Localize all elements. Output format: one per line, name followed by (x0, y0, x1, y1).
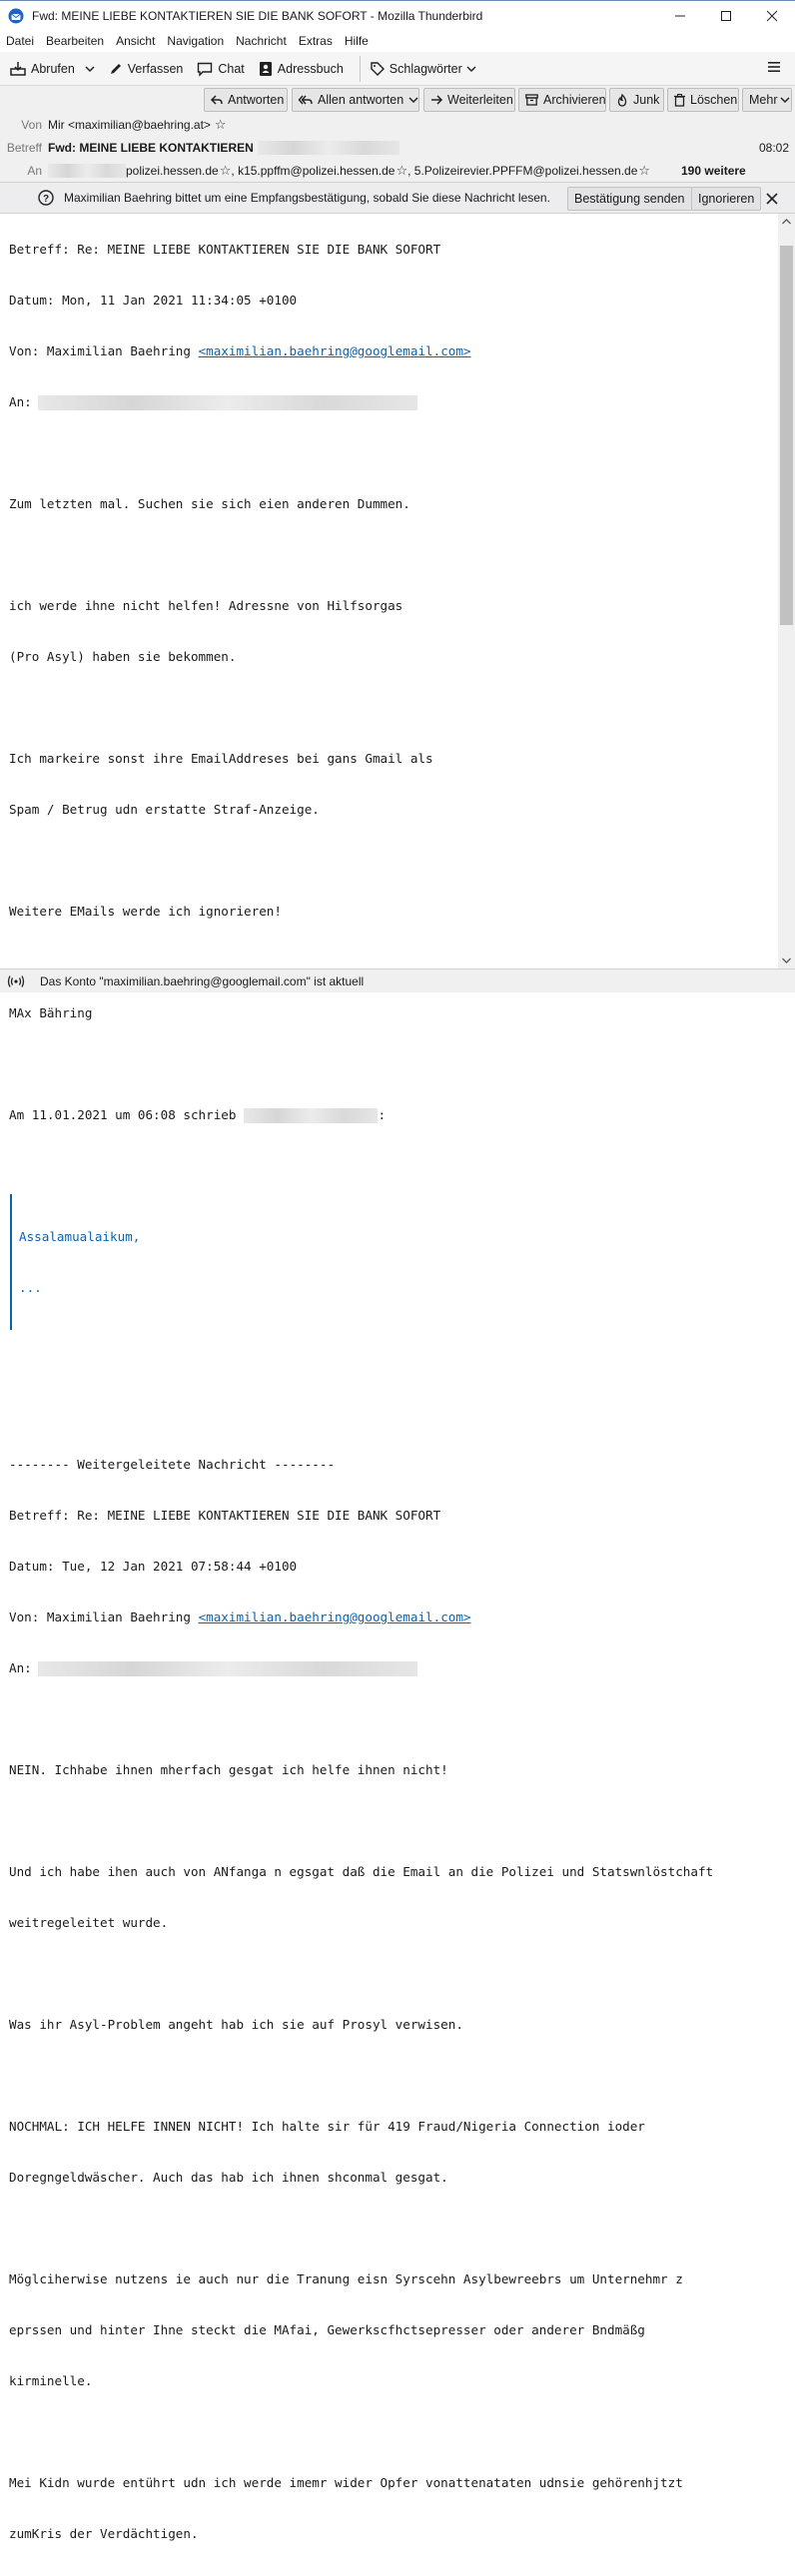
maximize-button[interactable] (703, 1, 749, 31)
scroll-up-arrow-icon[interactable] (778, 214, 795, 230)
body-line: (Pro Asyl) haben sie bekommen. (9, 649, 237, 664)
body-line: Spam / Betrug udn erstatte Straf-Anzeige. (9, 802, 320, 817)
chevron-down-icon (466, 64, 476, 74)
blank-line (9, 2423, 713, 2440)
message-time: 08:02 (758, 141, 789, 155)
abrufen-label: Abrufen (31, 61, 75, 76)
ignorieren-button[interactable]: Ignorieren (691, 187, 761, 211)
body-line: eprssen und hinter Ihne steckt die MAfai, Gewerkscfhctsepresser oder anderer Bndmäßg (9, 2322, 645, 2337)
window-title: Fwd: MEINE LIEBE KONTAKTIEREN SIE DIE BANK SOFORT - Mozilla Thunderbird (32, 8, 483, 23)
redacted-recipient (48, 164, 126, 178)
menu-bearbeiten[interactable]: Bearbeiten (46, 34, 105, 48)
menu-datei[interactable]: Datei (6, 34, 35, 48)
betreff-label: Betreff (6, 141, 42, 155)
sender-email-link[interactable]: <maximilian.baehring@googlemail.com> (198, 1610, 471, 1624)
blank-line (9, 1055, 713, 1072)
body-line: Weitere EMails werde ich ignorieren! (9, 904, 282, 919)
recipient-1[interactable]: polizei.hessen.de (126, 164, 219, 178)
header-from-row (0, 114, 795, 136)
minimize-button[interactable] (657, 1, 703, 31)
header-to-row: An polizei.hessen.de ☆ , k15.ppffm@polizei.hessen.de ☆ , 5.Polizeirevier.PPFFM@polizei.hessen.de ☆ 190 weitere (0, 160, 795, 182)
allen-antworten-label: Allen antworten (318, 93, 404, 107)
blank-line (9, 1812, 713, 1829)
body-line: Was ihr Asyl-Problem angeht hab ich sie auf Prosyl verwisen. (9, 2017, 463, 2032)
star-icon[interactable]: ☆ (214, 117, 227, 132)
vertical-scrollbar[interactable] (778, 214, 795, 968)
svg-text:?: ? (42, 194, 50, 205)
body-line (9, 1609, 713, 1625)
quote-line: ... (19, 1280, 42, 1295)
blank-line (9, 852, 713, 869)
body-line: kirminelle. (9, 2373, 93, 2388)
junk-button[interactable] (609, 88, 664, 112)
body-line: NEIN. Ichhabe ihnen mherfach gesgat ich helfe ihnen nicht! (9, 1762, 448, 1777)
bestaetigung-senden-button[interactable]: Bestätigung senden (567, 187, 692, 211)
close-icon[interactable] (766, 193, 778, 205)
blank-line (9, 1157, 713, 1160)
archive-icon (525, 94, 538, 106)
reply-icon (211, 94, 223, 106)
an-label: An (27, 164, 42, 178)
junk-label: Junk (633, 93, 660, 107)
blank-line (9, 444, 713, 461)
minimize-icon (675, 11, 685, 21)
body-line: zumKris der Verdächtigen. (9, 2526, 199, 2541)
redacted-subject (258, 141, 399, 155)
body-line: Möglciherwise nutzens ie auch nur die Tranung eisn Syrscehn Asylbewreebrs um Unternehmr z (9, 2271, 683, 2286)
toolbar-separator (360, 56, 361, 82)
star-icon[interactable]: ☆ (219, 163, 232, 178)
chat-label: Chat (218, 61, 245, 76)
header-subject-row (0, 136, 795, 160)
blank-line (9, 1364, 713, 1381)
body-line (9, 1106, 713, 1123)
body-line: Betreff: Re: MEINE LIEBE KONTAKTIEREN SIE DIE BANK SOFORT (9, 242, 441, 257)
question-icon (38, 190, 54, 206)
body-line: Betreff: Re: MEINE LIEBE KONTAKTIEREN SIE DIE BANK SOFORT (9, 1508, 441, 1523)
forward-icon (430, 94, 442, 106)
scrollbar-thumb[interactable] (780, 246, 793, 625)
menu-nachricht[interactable]: Nachricht (236, 34, 287, 48)
blank-line (9, 2220, 713, 2237)
hamburger-menu-icon[interactable] (767, 60, 781, 74)
redacted-sender (244, 1108, 378, 1123)
junk-flame-icon (616, 94, 628, 107)
redacted-recipients (38, 395, 417, 410)
von-label: Von (21, 118, 42, 132)
body-line: Und ich habe ihen auch von ANfanga n egsgat daß die Email an die Polizei und Statswnlöstchaft (9, 1864, 714, 1879)
blank-line (9, 1415, 713, 1422)
status-bar (0, 968, 795, 992)
abrufen-button[interactable] (6, 56, 79, 82)
body-line: weitregeleitet wurde. (9, 1915, 169, 1930)
antworten-button[interactable] (204, 88, 288, 112)
tag-icon (371, 62, 385, 76)
main-toolbar (0, 52, 795, 86)
weiterleiten-label: Weiterleiten (447, 93, 513, 107)
receipt-text: Maximilian Baehring bittet um eine Empfangsbestätigung, sobald Sie diese Nachricht lesen. (64, 191, 550, 205)
close-icon (767, 11, 777, 21)
body-line: -------- Weitergeleitete Nachricht -------- (9, 1457, 336, 1472)
title-bar (0, 0, 795, 30)
recipient-3[interactable]: 5.Polizeirevier.PPFFM@polizei.hessen.de (413, 164, 638, 178)
body-line-text: Von: Maximilian Baehring (9, 343, 199, 358)
menu-bar (0, 30, 795, 52)
allen-antworten-button[interactable] (292, 88, 419, 112)
mehr-label: Mehr (749, 93, 778, 107)
download-icon (10, 61, 26, 77)
verfassen-button[interactable] (105, 56, 188, 82)
menu-navigation[interactable]: Navigation (167, 34, 225, 48)
chevron-down-icon[interactable] (408, 95, 418, 105)
body-line: Doregngeldwäscher. Auch das hab ich ihnen shconmal gesgat. (9, 2170, 448, 2185)
blank-line (9, 1710, 713, 1727)
quoted-text-block (10, 1194, 713, 1330)
recipient-2[interactable]: k15.ppffm@polizei.hessen.de (238, 164, 396, 178)
chevron-down-icon (780, 95, 790, 105)
mehr-button[interactable] (742, 88, 792, 112)
pencil-icon (109, 62, 123, 76)
reply-all-icon (299, 94, 313, 106)
trash-icon (674, 94, 685, 107)
body-line: ich werde ihne nicht helfen! Adressne von Hilfsorgas (9, 598, 403, 613)
body-line (9, 393, 713, 410)
body-line-text: : (378, 1107, 387, 1122)
chat-button[interactable] (193, 56, 248, 82)
blank-line (9, 699, 713, 716)
chevron-down-icon[interactable] (85, 64, 95, 74)
body-line (9, 1659, 713, 1676)
address-book-icon (259, 61, 273, 77)
sender-email-link[interactable]: <maximilian.baehring@googlemail.com> (198, 343, 471, 358)
adressbuch-button[interactable] (255, 56, 348, 82)
message-body-text (9, 207, 713, 2576)
archivieren-label: Archivieren (543, 93, 606, 107)
schlagwoerter-button[interactable] (367, 56, 480, 82)
antworten-label: Antworten (228, 93, 285, 107)
body-line: MAx Bähring (9, 1005, 93, 1020)
body-line (9, 342, 713, 359)
menu-ansicht[interactable]: Ansicht (116, 34, 156, 48)
body-line: Mei Kidn wurde entührt udn ich werde imemr wider Opfer vonattenataten udnsie gehörenhjtzt (9, 2475, 683, 2490)
body-line: Datum: Tue, 12 Jan 2021 07:58:44 +0100 (9, 1559, 298, 1574)
body-line: Datum: Mon, 11 Jan 2021 11:34:05 +0100 (9, 293, 298, 308)
betreff-value: Fwd: MEINE LIEBE KONTAKTIEREN (48, 141, 254, 155)
more-recipients[interactable]: 190 weitere (681, 164, 746, 178)
star-icon[interactable]: ☆ (396, 163, 408, 178)
thunderbird-logo-icon (8, 8, 24, 24)
verfassen-label: Verfassen (127, 61, 184, 76)
redacted-recipients (38, 1661, 417, 1676)
menu-extras[interactable]: Extras (298, 34, 333, 48)
loeschen-label: Löschen (690, 93, 738, 107)
schlagwoerter-label: Schlagwörter (389, 61, 462, 76)
chat-icon (197, 62, 213, 76)
blank-line (9, 546, 713, 563)
adressbuch-label: Adressbuch (277, 61, 344, 76)
scroll-down-arrow-icon[interactable] (778, 953, 795, 968)
von-value[interactable]: Mir <maximilian@baehring.at> (48, 118, 211, 132)
loeschen-button[interactable] (667, 88, 739, 112)
wireless-icon (8, 974, 24, 988)
status-text: Das Konto "maximilian.baehring@googlemail.com" ist aktuell (40, 973, 365, 988)
blank-line (9, 2067, 713, 2084)
body-line-text: An: (9, 394, 32, 409)
maximize-icon (721, 11, 731, 21)
weiterleiten-button[interactable] (423, 88, 515, 112)
blank-line (9, 1965, 713, 1982)
quote-line: Assalamualaikum, (19, 1229, 141, 1244)
close-window-button[interactable] (749, 1, 795, 31)
body-line-text: Am 11.01.2021 um 06:08 schrieb (9, 1107, 237, 1122)
menu-hilfe[interactable]: Hilfe (344, 34, 369, 48)
body-line-text: Von: Maximilian Baehring (9, 1610, 199, 1624)
archivieren-button[interactable] (518, 88, 606, 112)
body-line: Ich markeire sonst ihre EmailAddreses bei gans Gmail als (9, 751, 433, 766)
message-action-bar (0, 86, 795, 114)
star-icon[interactable]: ☆ (638, 163, 651, 178)
body-line: NOCHMAL: ICH HELFE INNEN NICHT! Ich halte sir für 419 Fraud/Nigeria Connection ioder (9, 2119, 645, 2134)
body-line: Zum letzten mal. Suchen sie sich eien anderen Dummen. (9, 496, 410, 511)
body-line-text: An: (9, 1660, 32, 1675)
